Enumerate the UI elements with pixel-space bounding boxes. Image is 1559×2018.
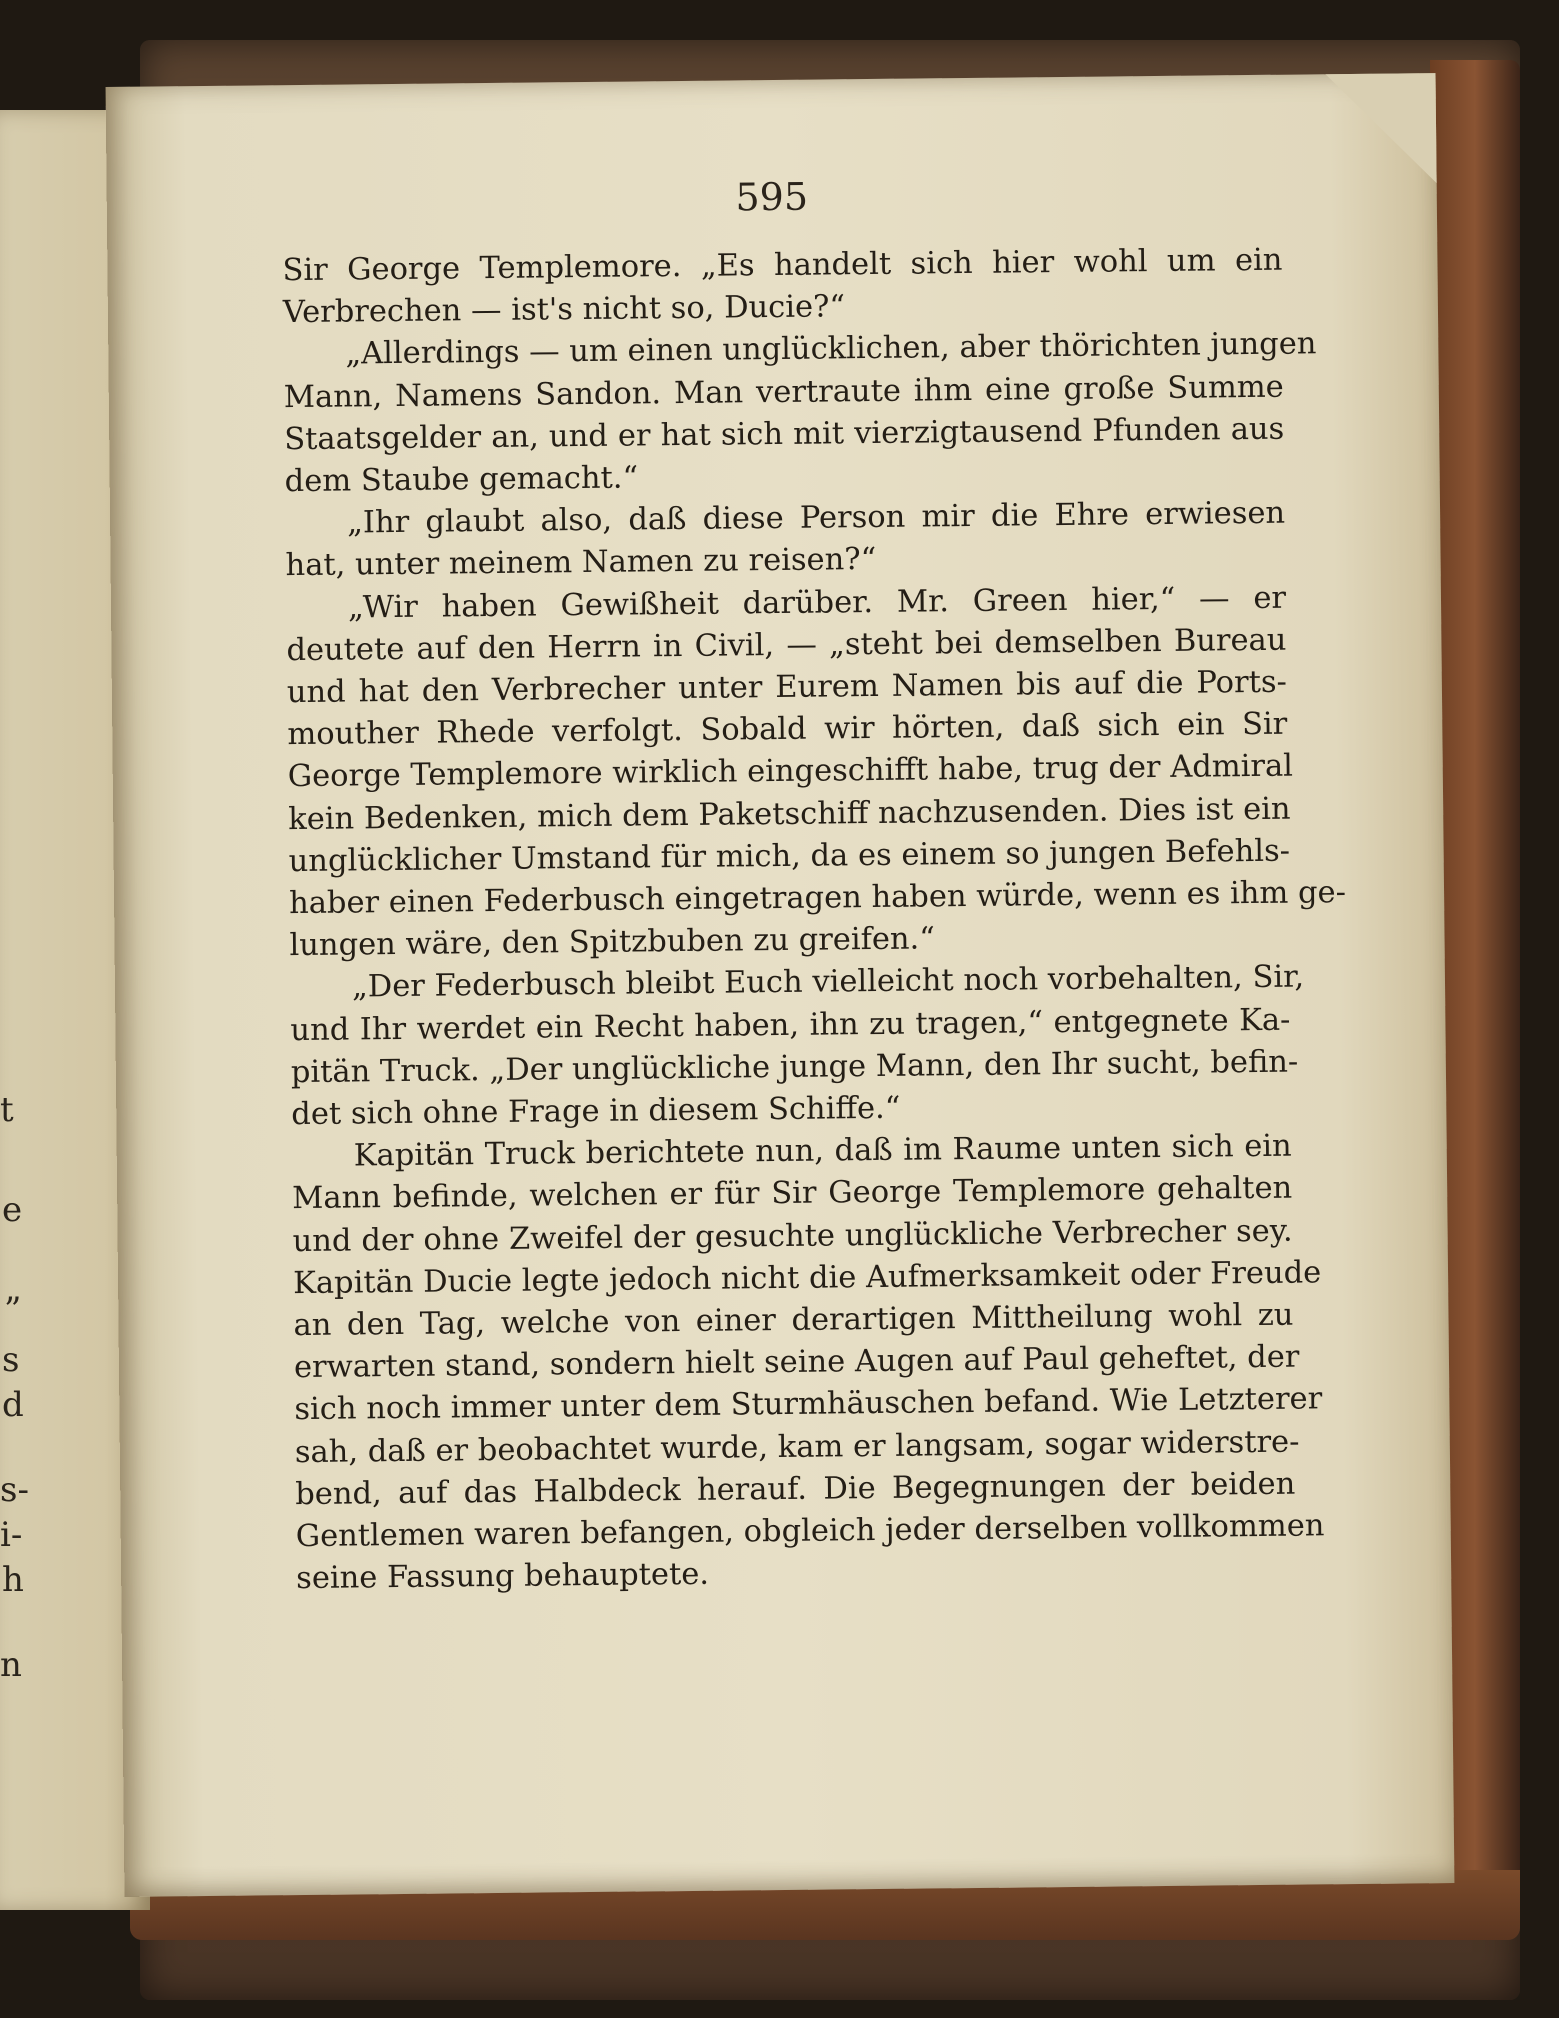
left-page-glyph: s (2, 1340, 20, 1380)
text-line: Verbrechen — ist's nicht so, Ducie?“ (282, 289, 846, 331)
text-line: unglücklicher Umstand für mich, da es einem so jungen Befehls- (288, 833, 1291, 879)
text-line: mouther Rhede verfolgt. Sobald wir hörten, daß sich ein Sir (287, 706, 1288, 753)
text-line: sich noch immer unter dem Sturmhäuschen befand. Wie Letzterer (294, 1381, 1323, 1428)
left-page-glyph: t (0, 1090, 14, 1130)
text-line: „Wir haben Gewißheit darüber. Mr. Green hier,“ — er (347, 580, 1287, 626)
text-line: „Allerdings — um einen unglücklichen, aber thörichten jungen (345, 326, 1317, 372)
left-page-glyph: i- (0, 1515, 23, 1555)
text-line: George Templemore wirklich eingeschifft habe, trug der Admiral (287, 749, 1294, 795)
text-line: sah, daß er beobachtet wurde, kam er langsam, sogar widerstre- (294, 1424, 1300, 1470)
text-line: det sich ohne Frage in diesem Schiffe.“ (291, 1090, 901, 1133)
text-line: und Ihr werdet ein Recht haben, ihn zu tragen,“ entgegnete Ka- (290, 1002, 1291, 1048)
left-page-glyph: s- (0, 1470, 29, 1510)
text-line: dem Staube gemacht.“ (284, 460, 639, 500)
left-page-glyph: h (2, 1560, 24, 1600)
right-page (106, 73, 1455, 1897)
text-line: seine Fassung behauptete. (296, 1557, 710, 1597)
text-line: und der ohne Zweifel der gesuchte unglückliche Verbrecher sey. (292, 1213, 1293, 1259)
text-line: Staatsgelder an, und er hat sich mit vierzigtausend Pfunden aus (284, 411, 1285, 457)
text-line: pitän Truck. „Der unglückliche junge Mann, den Ihr sucht, befin- (290, 1044, 1299, 1090)
text-line: „Der Federbusch bleibt Euch vielleicht noch vorbehalten, Sir, (351, 959, 1305, 1005)
left-page-glyph: n (0, 1645, 22, 1685)
page-body-text (282, 240, 1347, 1601)
text-line: Gentlemen waren befangen, obgleich jeder derselben vollkommen (295, 1508, 1325, 1555)
page-number: 595 (735, 174, 809, 220)
text-line: Kapitän Truck berichtete nun, daß im Raume unten sich ein (353, 1128, 1292, 1174)
text-line: haber einen Federbusch eingetragen haben würde, wenn es ihm ge- (288, 875, 1347, 922)
text-line: und hat den Verbrecher unter Eurem Namen bis auf die Ports- (286, 664, 1288, 711)
text-line: Mann, Namens Sandon. Man vertraute ihm eine große Summe (283, 369, 1284, 415)
text-line: Kapitän Ducie legte jedoch nicht die Aufmerksamkeit oder Freude (292, 1255, 1322, 1301)
text-line: hat, unter meinem Namen zu reisen?“ (285, 542, 877, 584)
text-line: kein Bedenken, mich dem Paketschiff nachzusenden. Dies ist ein (288, 791, 1291, 837)
text-line: Sir George Templemore. „Es handelt sich hier wohl um ein (282, 242, 1283, 289)
text-line: lungen wäre, den Spitzbuben zu greifen.“ (289, 921, 936, 964)
left-page-glyph: e (2, 1190, 23, 1230)
text-line: erwarten stand, sondern hielt seine Augen auf Paul geheftet, der (293, 1339, 1300, 1386)
left-page-glyph: d (2, 1385, 24, 1425)
text-line: bend, auf das Halbdeck herauf. Die Begegnungen der beiden (295, 1466, 1296, 1512)
left-page-glyph: ” (4, 1290, 22, 1330)
text-line: deutete auf den Herrn in Civil, — „steht bei demselben Bureau (286, 622, 1287, 668)
text-line: an den Tag, welche von einer derartigen Mittheilung wohl zu (293, 1297, 1294, 1344)
text-line: Mann befinde, welchen er für Sir George Templemore gehalten (292, 1171, 1293, 1217)
text-line: „Ihr glaubt also, daß diese Person mir die Ehre erwiesen (346, 495, 1286, 541)
